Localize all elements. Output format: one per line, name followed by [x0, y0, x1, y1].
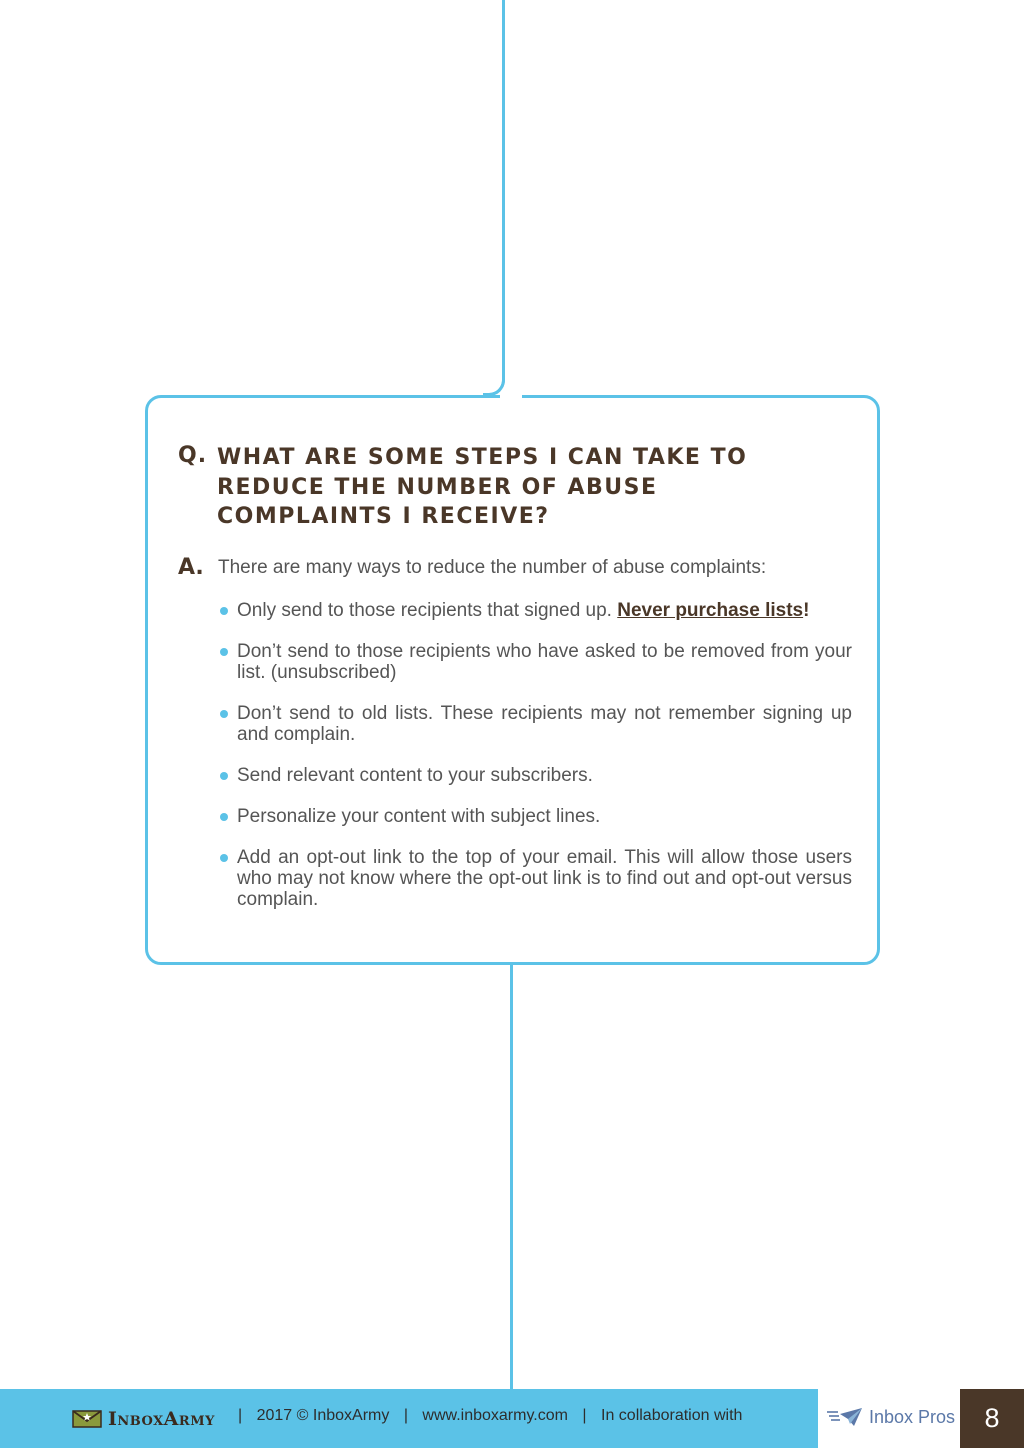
list-item — [218, 806, 852, 827]
list-item — [218, 765, 852, 786]
inboxarmy-logo — [72, 1407, 215, 1431]
separator: | — [582, 1407, 587, 1424]
list-item-text: Only send to those recipients that signed up. — [237, 600, 618, 621]
answer-marker: A. — [178, 555, 204, 580]
copyright-text: 2017 © InboxArmy — [256, 1407, 390, 1424]
list-item-text: Don’t send to those recipients who have asked to be removed from your list. (unsubscribed) — [237, 641, 852, 683]
answer-intro: There are many ways to reduce the number of abuse complaints: — [218, 557, 767, 578]
question-line-2: REDUCE THE NUMBER OF ABUSE — [217, 474, 658, 500]
inbox-pros-logo — [826, 1406, 955, 1428]
list-item-text: Don’t send to old lists. These recipients may not remember signing up and complain. — [237, 703, 852, 745]
list-item-text: Send relevant content to your subscribers. — [237, 765, 593, 786]
partner-name: Inbox Pros — [869, 1406, 956, 1427]
bottom-connector-line — [510, 962, 513, 1389]
bullet-dot-icon — [220, 854, 228, 862]
list-item-text: Personalize your content with subject lines. — [237, 806, 601, 827]
bullet-dot-icon — [220, 710, 228, 718]
bullet-dot-icon — [220, 772, 228, 780]
paper-plane-icon — [826, 1406, 864, 1428]
answer-list — [218, 600, 852, 910]
page-number: 8 — [960, 1389, 1024, 1448]
question-line-1: WHAT ARE SOME STEPS I CAN TAKE TO — [217, 445, 748, 470]
list-item — [218, 600, 852, 621]
question-line-3: COMPLAINTS I RECEIVE? — [217, 504, 550, 529]
list-item — [218, 847, 852, 910]
brand-name: InboxArmy — [108, 1408, 215, 1430]
list-item — [218, 703, 852, 745]
bullet-dot-icon — [220, 607, 228, 615]
separator: | — [403, 1407, 408, 1424]
emphasis-suffix: ! — [803, 600, 810, 621]
website-link[interactable]: www.inboxarmy.com — [422, 1407, 568, 1424]
page-footer — [0, 1389, 1024, 1448]
envelope-icon — [72, 1409, 102, 1429]
top-connector-line — [502, 0, 505, 380]
separator: | — [238, 1407, 243, 1424]
question-marker: Q. — [178, 443, 208, 468]
card-border-gap — [500, 388, 522, 402]
list-item — [218, 641, 852, 683]
bullet-dot-icon — [220, 648, 228, 656]
footer-meta — [238, 1407, 742, 1425]
bullet-dot-icon — [220, 813, 228, 821]
never-purchase-lists-emphasis: Never purchase lists — [617, 600, 804, 621]
question-title — [217, 443, 817, 532]
list-item-text: Add an opt-out link to the top of your email. This will allow those users who may not know where the opt-out link is to find out and opt-out versus complain. — [237, 847, 852, 910]
collaboration-text: In collaboration with — [601, 1407, 743, 1424]
